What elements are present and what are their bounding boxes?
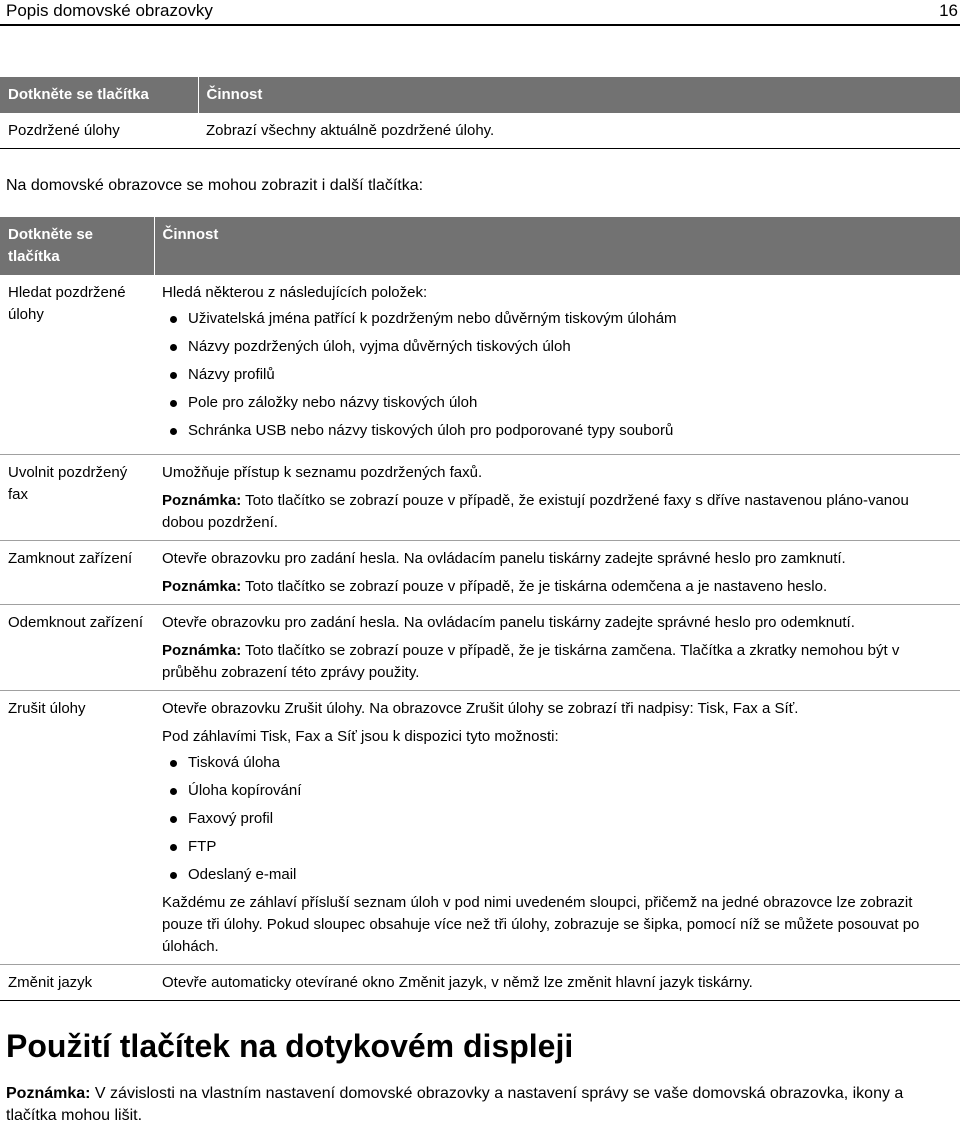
list-item: Faxový profil bbox=[162, 808, 954, 830]
list-item: Názvy profilů bbox=[162, 364, 954, 386]
list-item: Uživatelská jména patřící k pozdrženým nebo důvěrným tiskovým úlohám bbox=[162, 308, 954, 330]
list-item: Úloha kopírování bbox=[162, 780, 954, 802]
note-text: Toto tlačítko se zobrazí pouze v případě, že je tiskárna odemčena a je nastaveno heslo. bbox=[245, 578, 828, 595]
note-text: V závislosti na vlastním nastavení domovské obrazovky a nastavení správy se vaše domovská obrazovka, ikony a tlačítka mohou lišit. bbox=[6, 1085, 904, 1124]
button-name-cell: Hledat pozdržené úlohy bbox=[0, 275, 154, 455]
button-name-cell: Zamknout zařízení bbox=[0, 541, 154, 605]
search-items-list bbox=[162, 308, 954, 442]
section-heading: Použití tlačítek na dotykovém displeji bbox=[6, 1028, 574, 1064]
table-row bbox=[0, 605, 960, 691]
table-row bbox=[0, 691, 960, 965]
action-text: Otevře obrazovku Zrušit úlohy. Na obrazovce Zrušit úlohy se zobrazí tři nadpisy: Tisk, Fax a Síť. bbox=[162, 700, 799, 717]
action-text-detail: Každému ze záhlaví přísluší seznam úloh v pod nimi uvedeném sloupci, přičemž na jedné obrazovce lze zobrazit pouze tři úlohy. Pokud sloupec obsahuje více než tři úlohy, zobrazuje se šipka, pomocí níž se můžete posouvat po úlohách. bbox=[162, 894, 920, 955]
action-cell bbox=[154, 605, 960, 691]
note-label: Poznámka: bbox=[162, 578, 242, 595]
action-cell bbox=[154, 691, 960, 965]
bottom-note bbox=[6, 1083, 956, 1127]
table-header-row bbox=[0, 217, 960, 275]
button-name-cell: Pozdržené úlohy bbox=[0, 113, 198, 149]
note-text: Toto tlačítko se zobrazí pouze v případě, že je tiskárna zamčena. Tlačítka a zkratky nemohou být v průběhu zobrazení této zprávy použity. bbox=[162, 642, 900, 681]
button-name-cell: Změnit jazyk bbox=[0, 965, 154, 1001]
note-label: Poznámka: bbox=[162, 492, 242, 509]
list-item: Tisková úloha bbox=[162, 752, 954, 774]
column-header-action: Činnost bbox=[154, 217, 960, 275]
page-header bbox=[0, 0, 960, 26]
action-cell bbox=[154, 965, 960, 1001]
action-text: Hledá některou z následujících položek: bbox=[162, 284, 428, 301]
list-item: FTP bbox=[162, 836, 954, 858]
note bbox=[162, 576, 954, 598]
action-cell: Zobrazí všechny aktuálně pozdržené úlohy. bbox=[198, 113, 960, 149]
intro-text: Na domovské obrazovce se mohou zobrazit i další tlačítka: bbox=[6, 177, 424, 194]
buttons-table-primary bbox=[0, 77, 960, 149]
header-title: Popis domovské obrazovky bbox=[6, 1, 213, 20]
list-item: Pole pro záložky nebo názvy tiskových úloh bbox=[162, 392, 954, 414]
note-label: Poznámka: bbox=[162, 642, 242, 659]
table-row bbox=[0, 113, 960, 149]
action-text: Umožňuje přístup k seznamu pozdržených faxů. bbox=[162, 464, 483, 481]
button-name-cell: Odemknout zařízení bbox=[0, 605, 154, 691]
table-row bbox=[0, 965, 960, 1001]
action-text: Otevře automaticky otevírané okno Změnit jazyk, v němž lze změnit hlavní jazyk tiskárny. bbox=[162, 974, 753, 991]
buttons-table-additional bbox=[0, 217, 960, 1001]
action-cell bbox=[154, 275, 960, 455]
page-number: 16 bbox=[939, 1, 958, 20]
column-header-action: Činnost bbox=[198, 77, 960, 113]
action-text: Otevře obrazovku pro zadání hesla. Na ovládacím panelu tiskárny zadejte správné heslo pro zamknutí. bbox=[162, 550, 846, 567]
note-label: Poznámka: bbox=[6, 1085, 91, 1102]
table-header-row bbox=[0, 77, 960, 113]
action-cell bbox=[154, 455, 960, 541]
column-header-button: Dotkněte se tlačítka bbox=[0, 217, 154, 275]
note bbox=[162, 490, 954, 534]
button-name-cell: Uvolnit pozdržený fax bbox=[0, 455, 154, 541]
action-text: Otevře obrazovku pro zadání hesla. Na ovládacím panelu tiskárny zadejte správné heslo pro odemknutí. bbox=[162, 614, 855, 631]
action-cell bbox=[154, 541, 960, 605]
column-header-button: Dotkněte se tlačítka bbox=[0, 77, 198, 113]
button-name-cell: Zrušit úlohy bbox=[0, 691, 154, 965]
list-item: Schránka USB nebo názvy tiskových úloh pro podporované typy souborů bbox=[162, 420, 954, 442]
action-text-secondary: Pod záhlavími Tisk, Fax a Síť jsou k dispozici tyto možnosti: bbox=[162, 728, 559, 745]
table-row bbox=[0, 541, 960, 605]
table-row bbox=[0, 275, 960, 455]
table-row bbox=[0, 455, 960, 541]
cancel-options-list bbox=[162, 752, 954, 886]
note bbox=[162, 640, 954, 684]
list-item: Odeslaný e-mail bbox=[162, 864, 954, 886]
list-item: Názvy pozdržených úloh, vyjma důvěrných tiskových úloh bbox=[162, 336, 954, 358]
note-text: Toto tlačítko se zobrazí pouze v případě, že existují pozdržené faxy s dříve nastavenou pláno-vanou dobou pozdržení. bbox=[162, 492, 909, 531]
